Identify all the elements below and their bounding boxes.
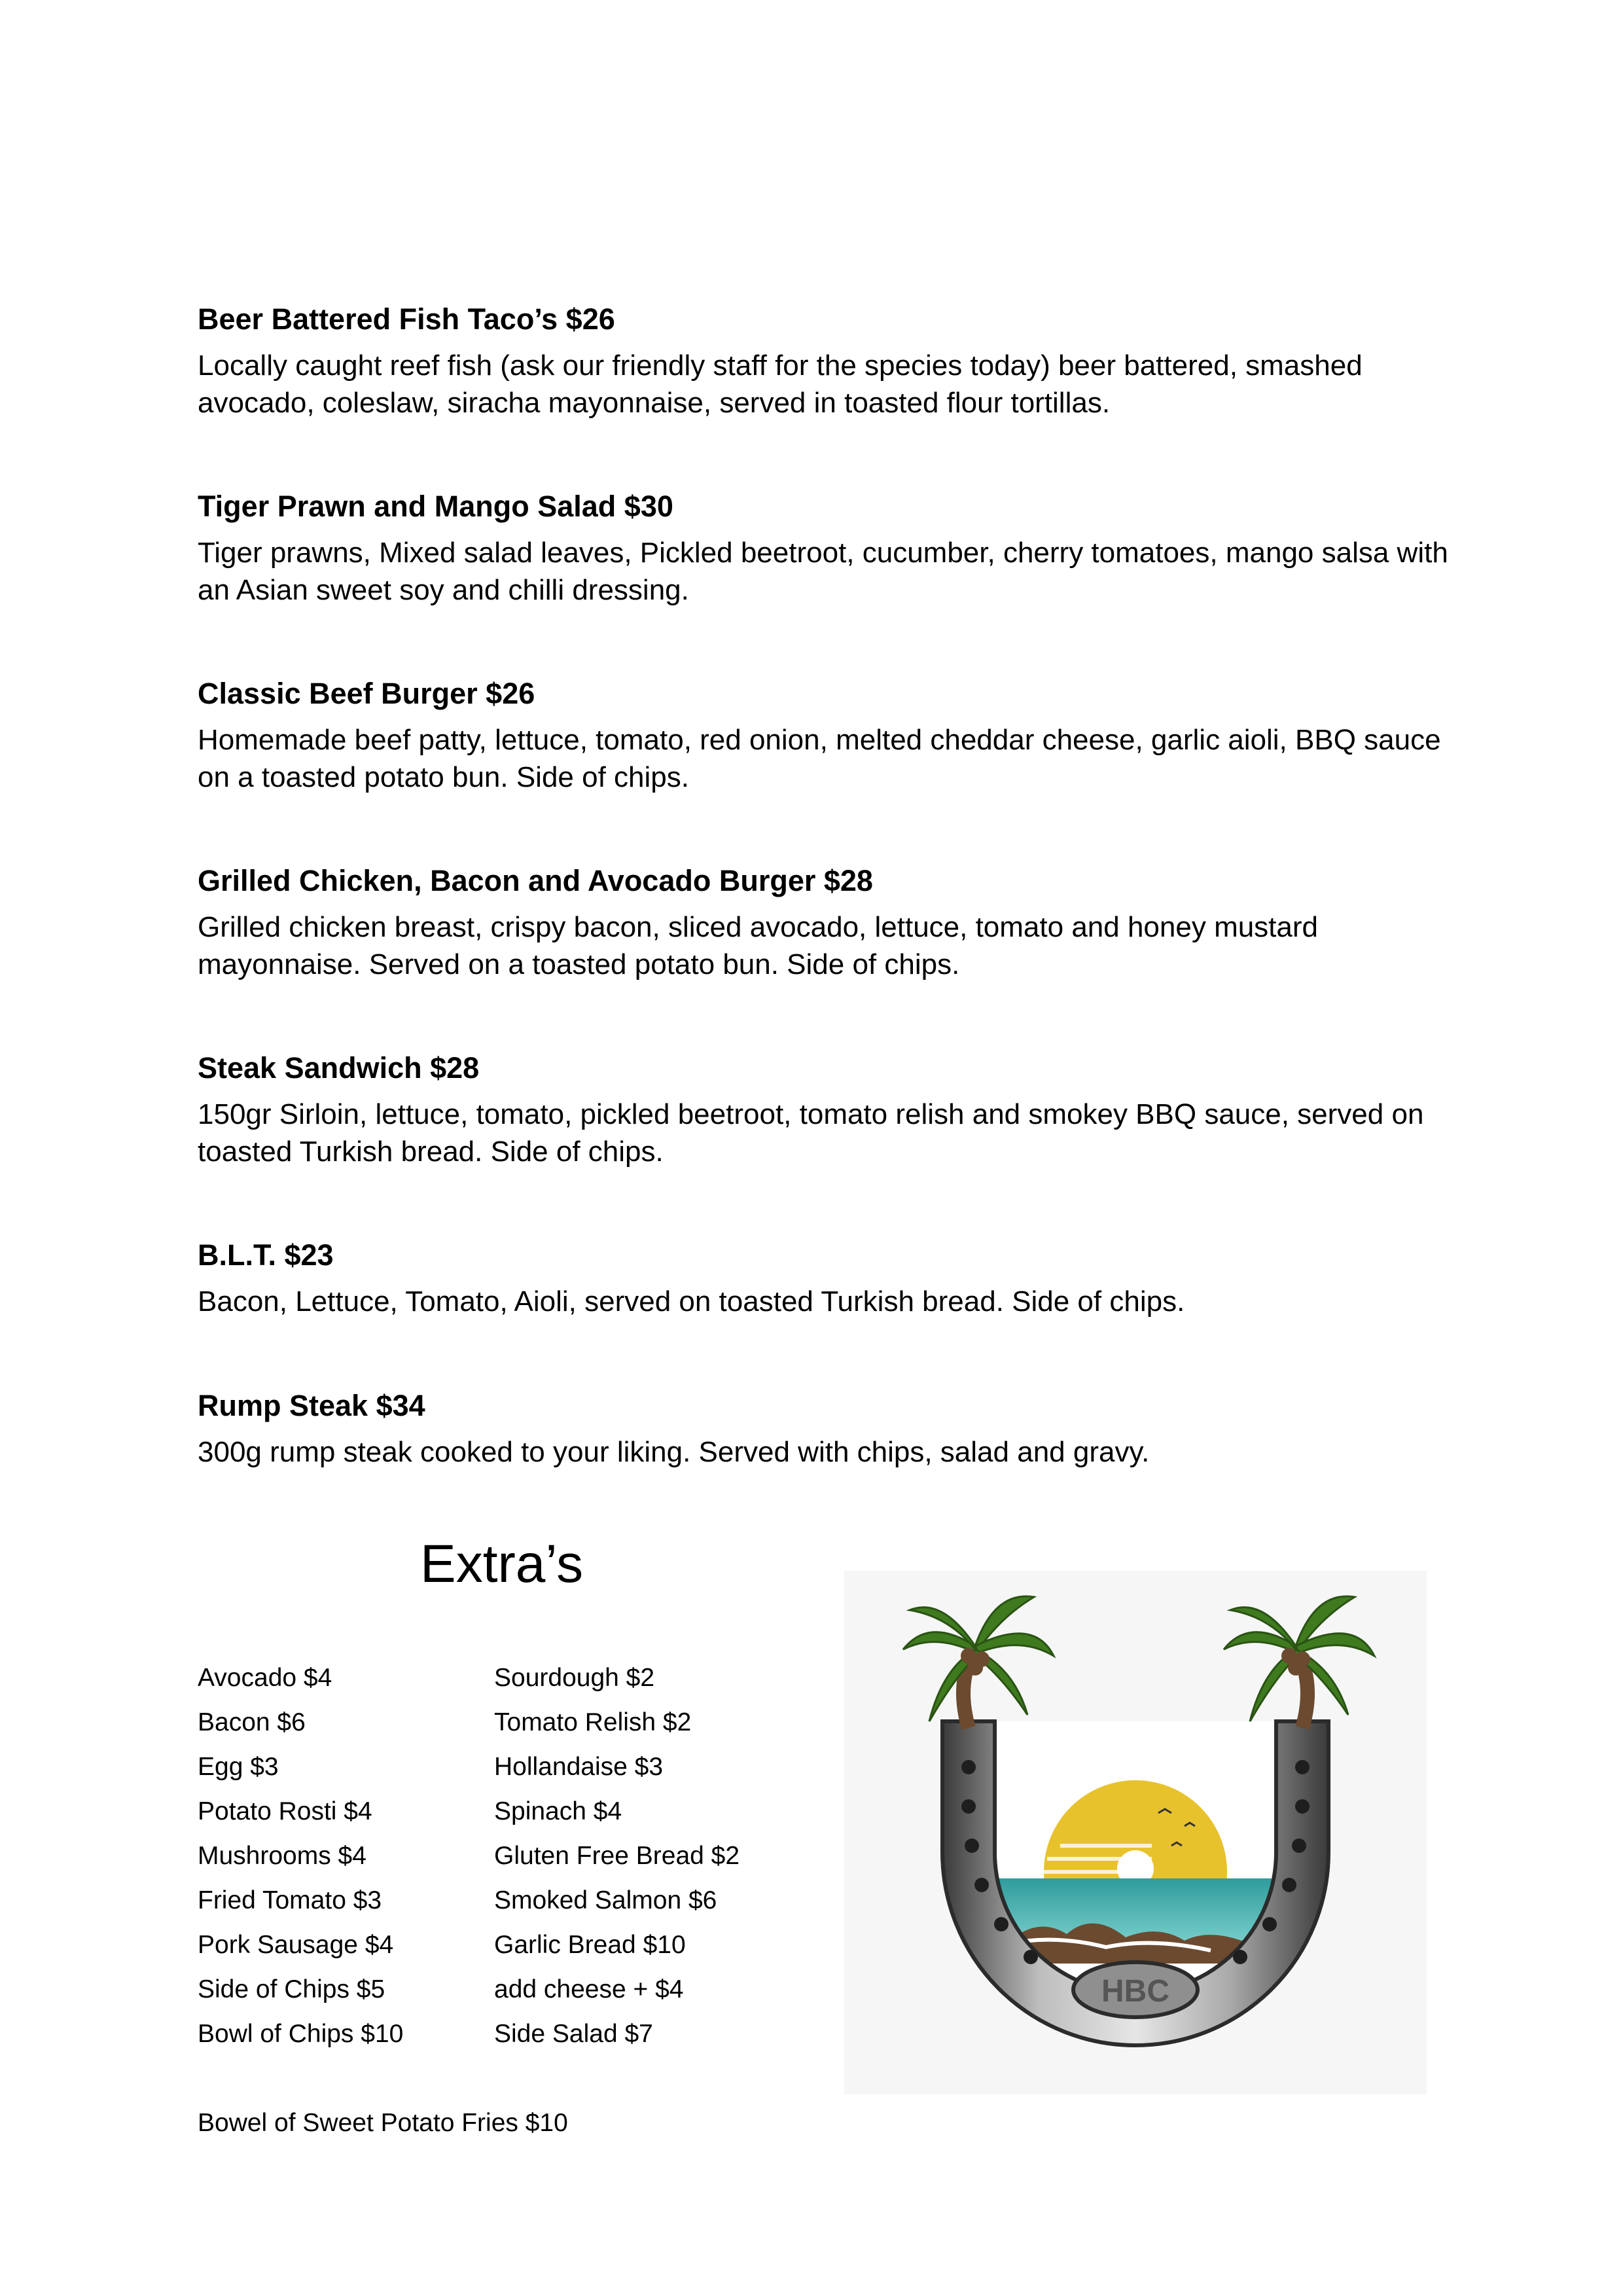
extras-item: Mushrooms $4 [198, 1842, 366, 1870]
menu-item [198, 300, 1454, 487]
menu-item-title: Classic Beef Burger $26 [198, 677, 535, 710]
menu-item [198, 1049, 1454, 1236]
extras-item: Gluten Free Bread $2 [494, 1842, 740, 1870]
menu-item [198, 861, 1454, 1049]
menu-item [198, 1386, 1454, 1471]
extras-item: add cheese + $4 [494, 1975, 684, 2003]
menu-item-title: B.L.T. $23 [198, 1238, 334, 1272]
extras-item: Hollandaise $3 [494, 1753, 664, 1781]
extras-item: Spinach $4 [494, 1797, 622, 1825]
extras-item: Potato Rosti $4 [198, 1797, 372, 1825]
logo-graphic [844, 1571, 1427, 2094]
extras-item: Side Salad $7 [494, 2020, 653, 2048]
extras-item: Fried Tomato $3 [198, 1886, 382, 1914]
menu-item-title: Rump Steak $34 [198, 1389, 425, 1422]
menu-item-description: Locally caught reef fish (ask our friendly staff for the species today) beer battered, smashed avocado, coleslaw, siracha mayonnaise, served in toasted flour tortillas. [198, 350, 1363, 419]
extras-item: Bowel of Sweet Potato Fries $10 [198, 2109, 568, 2137]
menu-item-description: Grilled chicken breast, crispy bacon, sliced avocado, lettuce, tomato and honey mustard mayonnaise. Served on a toasted potato bun. Side of chips. [198, 911, 1319, 980]
extras-column-left [198, 1656, 403, 2056]
menu-item [198, 674, 1454, 861]
menu-item-description: Bacon, Lettuce, Tomato, Aioli, served on toasted Turkish bread. Side of chips. [198, 1285, 1185, 1318]
menu-item-description: 150gr Sirloin, lettuce, tomato, pickled beetroot, tomato relish and smokey BBQ sauce, served on toasted Turkish bread. Side of chips. [198, 1098, 1424, 1168]
extras-item: Bacon $6 [198, 1708, 306, 1736]
extras-item: Garlic Bread $10 [494, 1931, 686, 1959]
horseshoe-palm-sunset-logo [844, 1571, 1427, 2094]
extras-item: Side of Chips $5 [198, 1975, 385, 2003]
logo-text: HBC [1101, 1974, 1169, 2009]
extras-item: Avocado $4 [198, 1664, 332, 1692]
extras-item: Smoked Salmon $6 [494, 1886, 717, 1914]
menu-item-title: Beer Battered Fish Taco’s $26 [198, 302, 615, 336]
menu-item-title: Grilled Chicken, Bacon and Avocado Burger $28 [198, 864, 873, 897]
extras-item: Sourdough $2 [494, 1664, 655, 1692]
extras-item: Egg $3 [198, 1753, 279, 1781]
extras-item: Bowl of Chips $10 [198, 2020, 404, 2048]
menu-item-description: 300g rump steak cooked to your liking. Served with chips, salad and gravy. [198, 1436, 1150, 1468]
extras-heading: Extra’s [420, 1534, 584, 1594]
menu-item-description: Tiger prawns, Mixed salad leaves, Pickled beetroot, cucumber, cherry tomatoes, mango salsa with an Asian sweet soy and chilli dressing. [198, 537, 1448, 606]
menu-item [198, 487, 1454, 674]
extras-item: Pork Sausage $4 [198, 1931, 394, 1959]
extras-item: Tomato Relish $2 [494, 1708, 692, 1736]
menu-item [198, 1236, 1454, 1386]
menu-items [198, 300, 1454, 1471]
menu-item-title: Tiger Prawn and Mango Salad $30 [198, 490, 673, 523]
menu-item-title: Steak Sandwich $28 [198, 1051, 480, 1085]
extras-column-right [494, 1656, 740, 2056]
menu-item-description: Homemade beef patty, lettuce, tomato, red onion, melted cheddar cheese, garlic aioli, BBQ sauce on a toasted potato bun. Side of chips. [198, 724, 1441, 793]
